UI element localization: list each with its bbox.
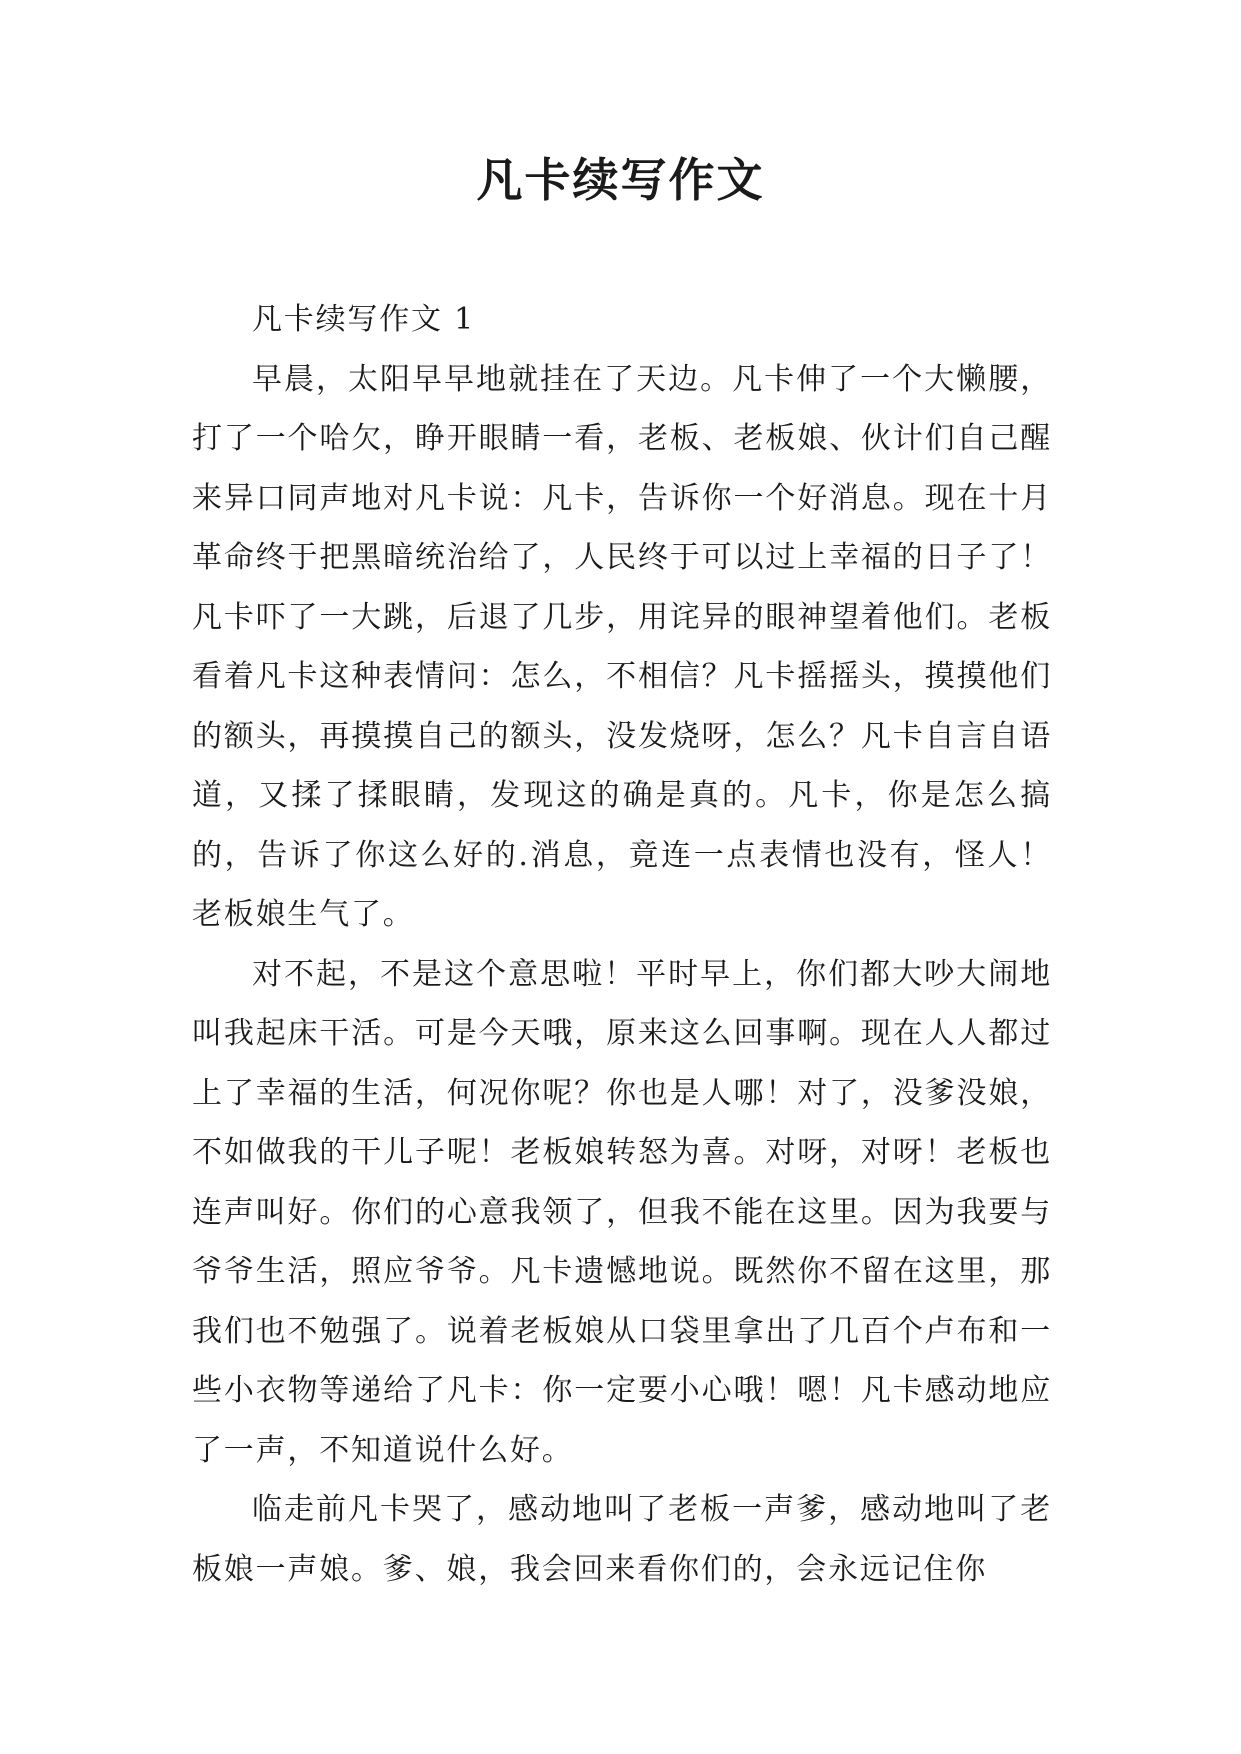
paragraph-3: 临走前凡卡哭了，感动地叫了老板一声爹，感动地叫了老板娘一声娘。爹、娘，我会回来看你们的，会永远记住你 xyxy=(192,1492,1052,1587)
document-body xyxy=(192,290,1052,1599)
document-title: 凡卡续写作文 xyxy=(476,153,765,207)
paragraph-2: 对不起，不是这个意思啦！平时早上，你们都大吵大闹地叫我起床干活。可是今天哦，原来这么回事啊。现在人人都过上了幸福的生活，何况你呢？你也是人哪！对了，没爹没娘，不如做我的干儿子呢！老板娘转怒为喜。对呀，对呀！老板也连声叫好。你们的心意我领了，但我不能在这里。因为我要与爷爷生活，照应爷爷。凡卡遗憾地说。既然你不留在这里，那我们也不勉强了。说着老板娘从口袋里拿出了几百个卢布和一些小衣物等递给了凡卡：你一定要小心哦！嗯！凡卡感动地应了一声，不知道说什么好。 xyxy=(192,956,1052,1468)
section-heading: 凡卡续写作文 1 xyxy=(252,302,476,337)
paragraph-1: 早晨，太阳早早地就挂在了天边。凡卡伸了一个大懒腰，打了一个哈欠，睁开眼睛一看，老板、老板娘、伙计们自己醒来异口同声地对凡卡说：凡卡，告诉你一个好消息。现在十月革命终于把黑暗统治给了，人民终于可以过上幸福的日子了！凡卡吓了一大跳，后退了几步，用诧异的眼神望着他们。老板看着凡卡这种表情问：怎么，不相信？凡卡摇摇头，摸摸他们的额头，再摸摸自己的额头，没发烧呀，怎么？凡卡自言自语道，又揉了揉眼睛，发现这的确是真的。凡卡，你是怎么搞的，告诉了你这么好的.消息，竟连一点表情也没有，怪人！老板娘生气了。 xyxy=(192,361,1052,932)
